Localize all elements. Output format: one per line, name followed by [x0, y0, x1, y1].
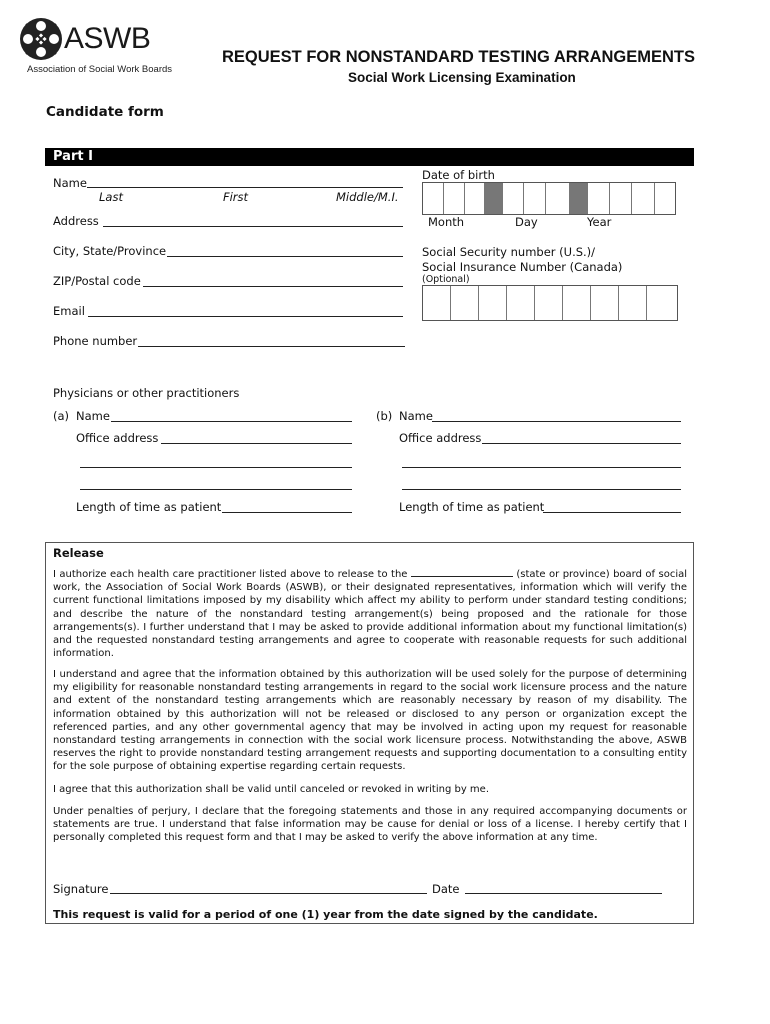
address-label: Address: [53, 214, 99, 228]
middle-name-caption: Middle/M.I.: [336, 190, 399, 204]
city-field[interactable]: [167, 256, 403, 257]
email-label: Email: [53, 304, 85, 318]
physician-a-office-field[interactable]: [161, 443, 352, 444]
date-field[interactable]: [465, 893, 662, 894]
physician-b-office-field[interactable]: [482, 443, 681, 444]
release-paragraph-4: Under penalties of perjury, I declare that the foregoing statements and those in any required accompanying documents or statements are true. I understand that false information may be cause for denial or loss of a license. I hereby certify that I personally completed this request form and that I may be asked to verify the above information at any time.: [53, 806, 687, 844]
physician-b-office-label: Office address: [399, 431, 482, 445]
physician-b-name-field[interactable]: [432, 421, 681, 422]
physician-a-name-field[interactable]: [111, 421, 352, 422]
validity-note: This request is valid for a period of one (1) year from the date signed by the candidate.: [53, 908, 598, 921]
name-label: Name: [53, 176, 87, 190]
physician-b-length-field[interactable]: [543, 512, 681, 513]
first-name-caption: First: [223, 190, 249, 204]
page-title: REQUEST FOR NONSTANDARD TESTING ARRANGEMENTS: [222, 48, 696, 66]
release-paragraph-2: I understand and agree that the information obtained by this authorization will be used solely for the purpose of determining my eligibility for reasonable nonstandard testing arrangements in regard to the social work licensure process and the nature and extent of the nonstandard testing arrangements which are reasonably necessary by reason of my disability. The information obtained by this authorization will not be released or disclosed to any person or organization except the referenced parties, and any other governmental agency that may be involved in acting upon my request for reasonable nonstandard testing arrangements in connection with the social work licensure process. Notwithstanding the above, ASWB reserves the right to provide nonstandard testing arrangement requests and supporting documentation to a consulting entity for the sole purpose of obtaining expertise regarding certain requests.: [53, 669, 687, 773]
zip-label: ZIP/Postal code: [53, 274, 141, 288]
zip-field[interactable]: [143, 286, 403, 287]
form-title: Candidate form: [46, 104, 164, 120]
physician-a-office-label: Office address: [76, 431, 159, 445]
dob-label: Date of birth: [422, 168, 495, 182]
name-field[interactable]: [87, 187, 403, 188]
release-heading: Release: [53, 546, 104, 560]
dob-month-caption: Month: [428, 215, 465, 229]
physician-a-marker: (a): [53, 409, 70, 423]
last-name-caption: Last: [99, 190, 123, 204]
phone-label: Phone number: [53, 334, 138, 348]
physician-b-length-label: Length of time as patient: [399, 500, 545, 514]
physicians-heading: Physicians or other practitioners: [53, 386, 240, 400]
state-board-field[interactable]: [411, 567, 513, 577]
city-label: City, State/Province: [53, 244, 167, 258]
address-field[interactable]: [103, 226, 403, 227]
page-subtitle: Social Work Licensing Examination: [348, 70, 576, 85]
release-p1-start: I authorize each health care practitioner listed above to release to the: [53, 569, 408, 580]
physician-a-office-line2[interactable]: [80, 467, 352, 468]
ssn-label-line1: Social Security number (U.S.)/: [422, 245, 596, 259]
phone-field[interactable]: [138, 346, 405, 347]
physician-a-office-line3[interactable]: [80, 489, 352, 490]
signature-label: Signature: [53, 882, 109, 896]
dob-year-caption: Year: [587, 215, 612, 229]
physician-b-office-line3[interactable]: [402, 489, 681, 490]
part-header-bar: Part I: [45, 148, 694, 166]
physician-a-length-field[interactable]: [222, 512, 352, 513]
email-field[interactable]: [88, 316, 403, 317]
dob-boxes[interactable]: [422, 182, 676, 215]
signature-field[interactable]: [110, 893, 427, 894]
physician-b-marker: (b): [376, 409, 393, 423]
release-paragraph-1: [53, 567, 687, 660]
dob-day-caption: Day: [515, 215, 538, 229]
ssn-boxes[interactable]: [422, 285, 678, 321]
physician-a-length-label: Length of time as patient: [76, 500, 222, 514]
ssn-optional-note: (Optional): [422, 274, 470, 285]
release-paragraph-3: I agree that this authorization shall be valid until canceled or revoked in writing by me.: [53, 784, 490, 795]
ssn-label-line2: Social Insurance Number (Canada): [422, 260, 623, 274]
date-label: Date: [432, 882, 460, 896]
physician-a-name-label: Name: [76, 409, 110, 423]
logo-subtitle: Association of Social Work Boards: [27, 64, 173, 75]
physician-b-office-line2[interactable]: [402, 467, 681, 468]
release-p1-rest: (state or province) board of social work, the Association of Social Work Boards (ASWB), or their designated representatives, information which will verify the current functional limitations imposed by my disability which affect my ability to perform under standard testing conditions; and describe the nature of the nonstandard testing arrangement(s) being proposed and the rationale for those arrangements(s). I further understand that I may be asked to provide additional information about my functional limitation(s) and the requested nonstandard testing arrangements and agree to cooperate with reasonable requests for such additional information.: [53, 569, 688, 660]
logo-wordmark: ASWB: [64, 22, 151, 55]
physician-b-name-label: Name: [399, 409, 433, 423]
aswb-logo-icon: [18, 16, 64, 62]
